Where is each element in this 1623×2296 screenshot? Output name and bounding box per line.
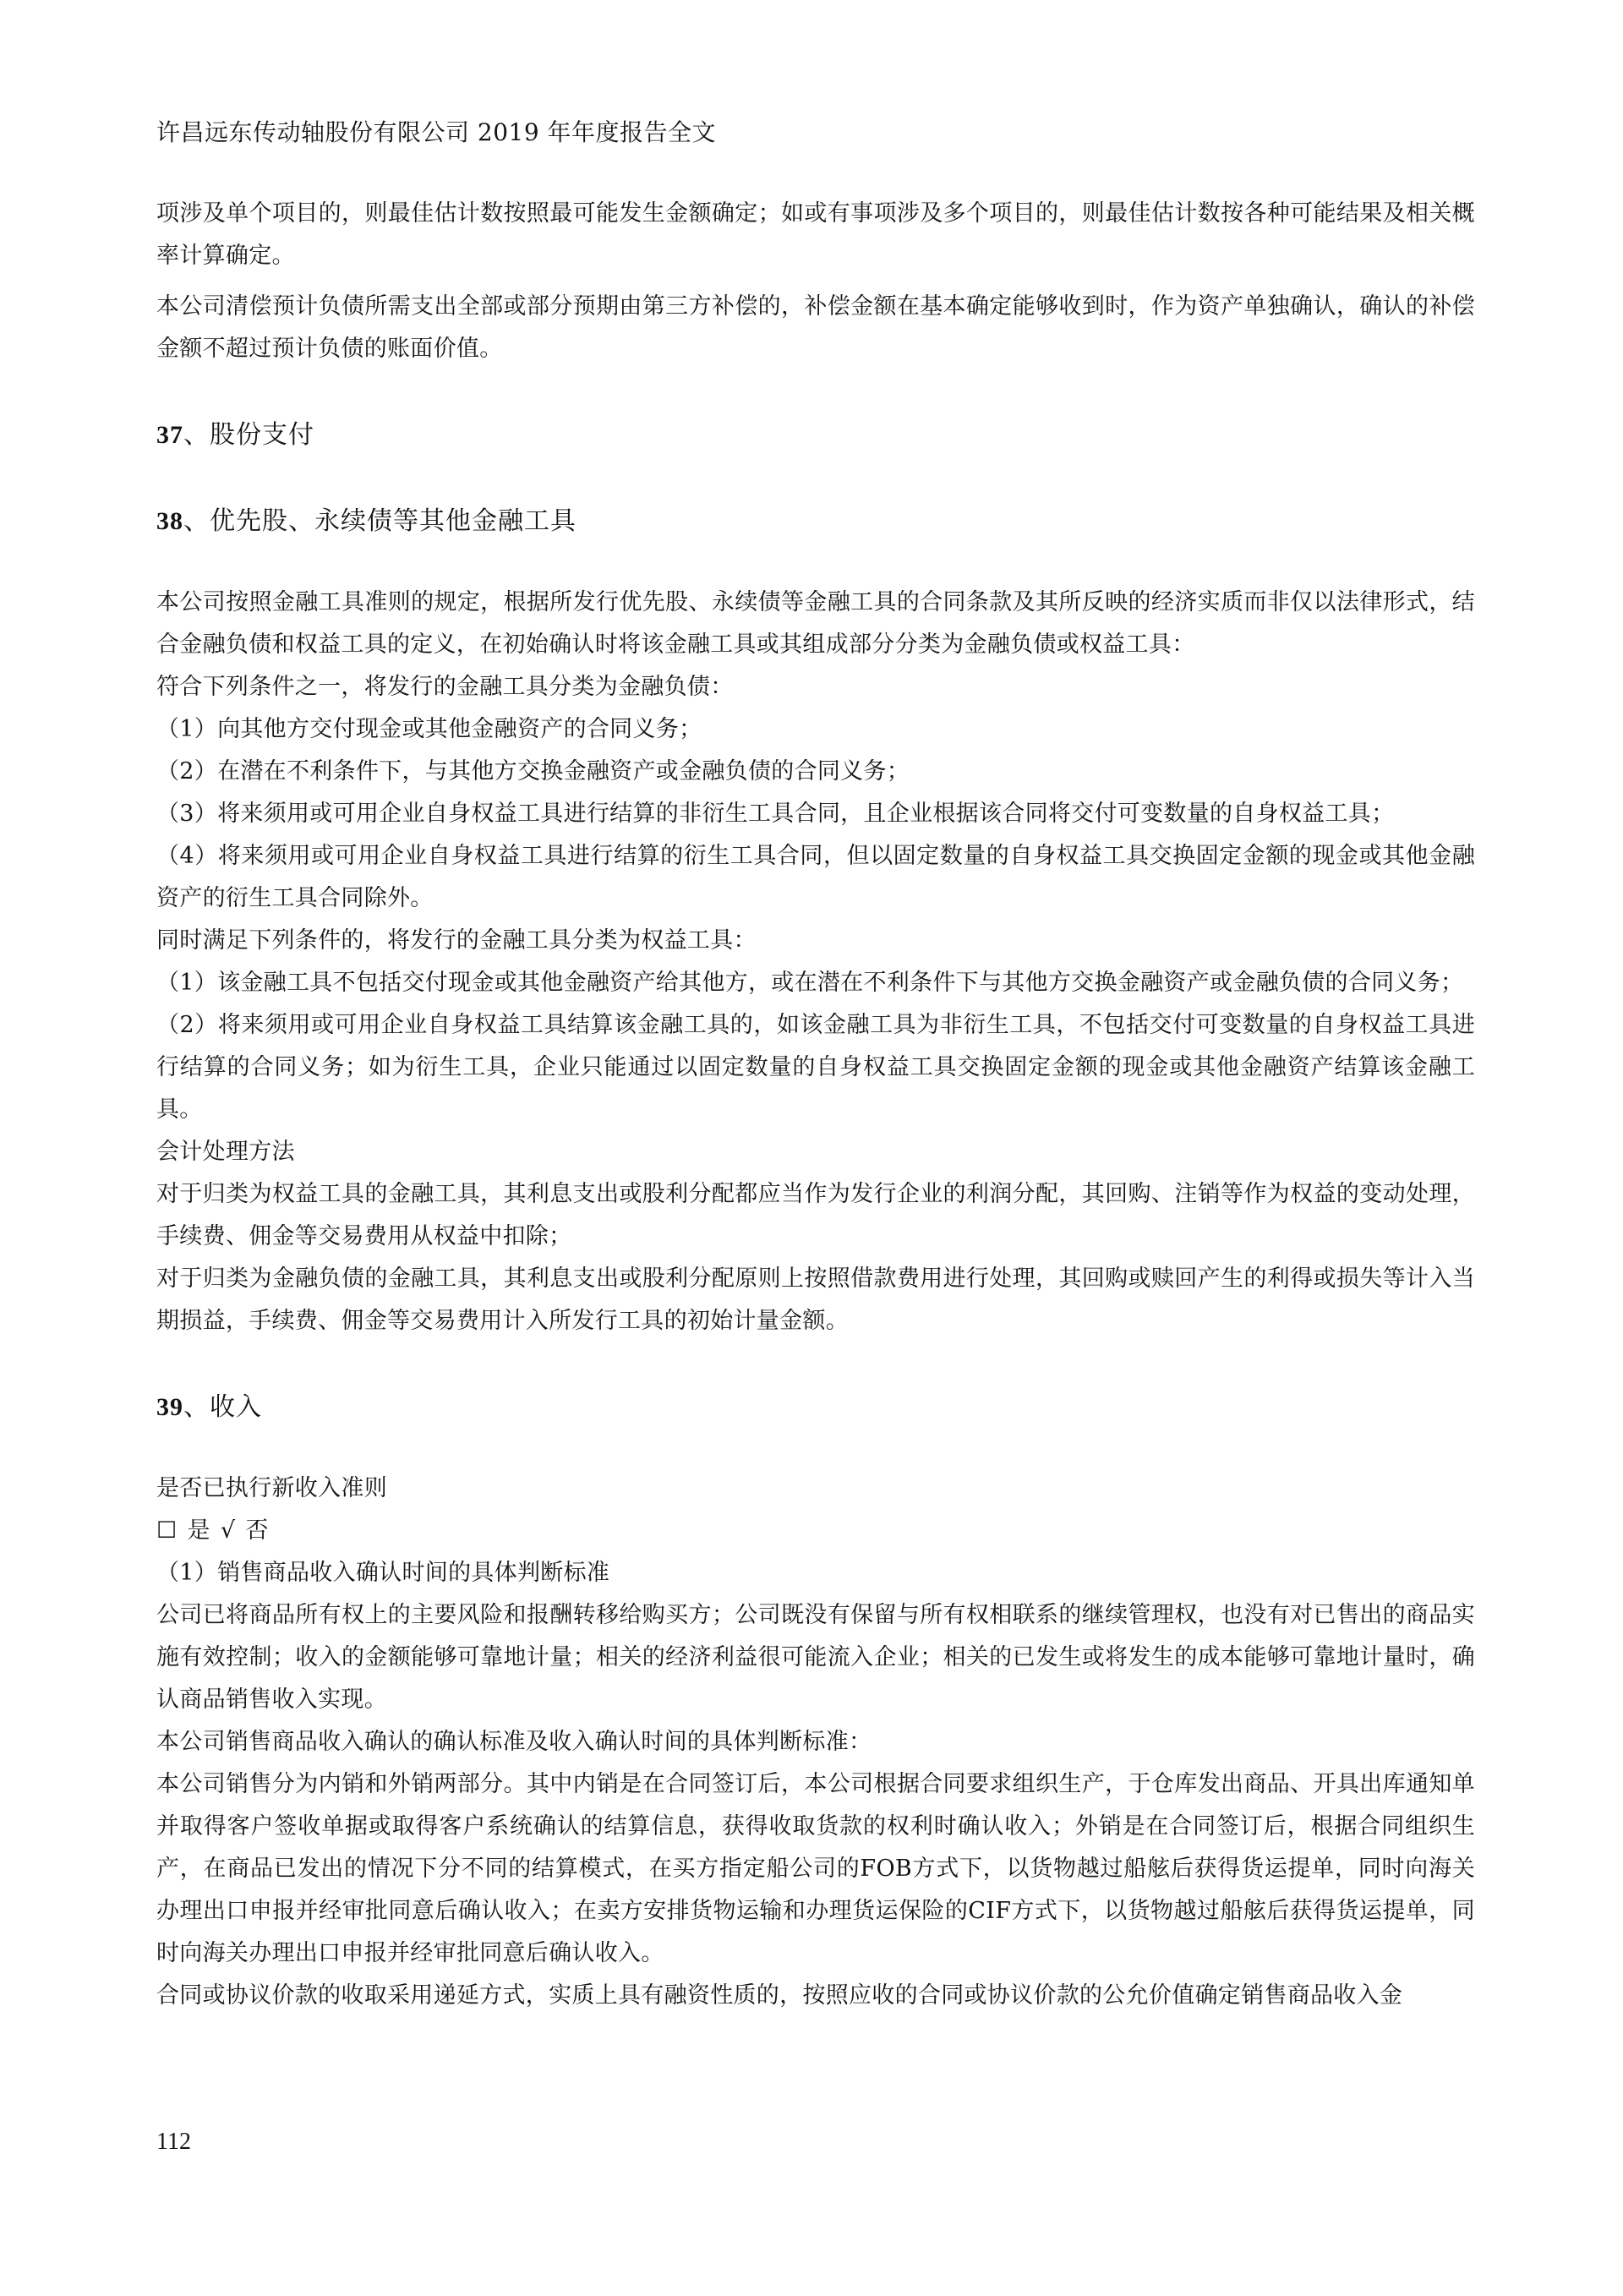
section-number: 39 <box>156 1393 183 1421</box>
list-item: （1）销售商品收入确认时间的具体判断标准 <box>156 1560 610 1586</box>
paragraph: 对于归类为金融负债的金融工具，其利息支出或股利分配原则上按照借款费用进行处理，其回购或赎回产生的利得或损失等计入当期损益，手续费、佣金等交易费用计入所发行工具的初始计量金额。 <box>156 1266 1475 1334</box>
new-revenue-standard-options <box>156 1510 1475 1552</box>
paragraph: 本公司清偿预计负债所需支出全部或部分预期由第三方补偿的，补偿金额在基本确定能够收到时，作为资产单独确认，确认的补偿金额不超过预计负债的账面价值。 <box>156 293 1475 362</box>
section-heading-39 <box>156 1386 1475 1429</box>
option-yes-label: 是 <box>187 1517 210 1544</box>
paragraph: 对于归类为权益工具的金融工具，其利息支出或股利分配都应当作为发行企业的利润分配，其回购、注销等作为权益的变动处理，手续费、佣金等交易费用从权益中扣除； <box>156 1181 1475 1249</box>
option-no-label: 否 <box>245 1517 269 1544</box>
section-heading-38 <box>156 500 1475 543</box>
paragraph: 符合下列条件之一，将发行的金融工具分类为金融负债： <box>156 674 734 700</box>
paragraph: 本公司按照金融工具准则的规定，根据所发行优先股、永续债等金融工具的合同条款及其所反映的经济实质而非仅以法律形式，结合金融负债和权益工具的定义，在初始确认时将该金融工具或其组成部分分类为金融负债或权益工具： <box>156 589 1475 658</box>
paragraph: 会计处理方法 <box>156 1139 295 1165</box>
section-heading-37 <box>156 414 1475 456</box>
paragraph: 本公司销售分为内销和外销两部分。其中内销是在合同签订后，本公司根据合同要求组织生产，于仓库发出商品、开具出库通知单并取得客户签收单据或取得客户系统确认的结算信息，获得收取货款的权利时确认收入；外销是在合同签订后，根据合同组织生产，在商品已发出的情况下分不同的结算模式，在买方指定船公司的FOB方式下，以货物越过船舷后获得货运提单，同时向海关办理出口申报并经审批同意后确认收入；在卖方安排货物运输和办理货运保险的CIF方式下，以货物越过船舷后获得货运提单，同时向海关办理出口申报并经审批同意后确认收入。 <box>156 1771 1475 1966</box>
page-content <box>156 193 1475 2017</box>
page-header: 许昌远东传动轴股份有限公司 2019 年年度报告全文 <box>156 118 717 146</box>
paragraph: 是否已执行新收入准则 <box>156 1475 387 1501</box>
paragraph: 同时满足下列条件的，将发行的金融工具分类为权益工具： <box>156 927 757 954</box>
list-item: （2）将来须用或可用企业自身权益工具结算该金融工具的，如该金融工具为非衍生工具，不包括交付可变数量的自身权益工具进行结算的合同义务；如为衍生工具，企业只能通过以固定数量的自身权益工具交换固定金额的现金或其他金融资产结算该金融工具。 <box>156 1012 1475 1123</box>
page-number: 112 <box>156 2129 191 2155</box>
checkmark-icon: √ <box>220 1517 236 1544</box>
list-item: （1）该金融工具不包括交付现金或其他金融资产给其他方，或在潜在不利条件下与其他方交换金融资产或金融负债的合同义务； <box>156 970 1464 996</box>
section-title: 、收入 <box>183 1392 262 1422</box>
list-item: （1）向其他方交付现金或其他金融资产的合同义务； <box>156 716 702 742</box>
list-item: （4）将来须用或可用企业自身权益工具进行结算的衍生工具合同，但以固定数量的自身权益工具交换固定金额的现金或其他金融资产的衍生工具合同除外。 <box>156 843 1475 911</box>
checkbox-unchecked-icon: ☐ <box>156 1517 178 1544</box>
list-item: （3）将来须用或可用企业自身权益工具进行结算的非衍生工具合同，且企业根据该合同将交付可变数量的自身权益工具； <box>156 801 1395 827</box>
section-number: 37 <box>156 421 183 449</box>
list-item: （2）在潜在不利条件下，与其他方交换金融资产或金融负债的合同义务； <box>156 758 910 784</box>
section-number: 38 <box>156 507 183 535</box>
paragraph: 本公司销售商品收入确认的确认标准及收入确认时间的具体判断标准： <box>156 1729 872 1755</box>
section-title: 、优先股、永续债等其他金融工具 <box>183 506 577 536</box>
paragraph: 公司已将商品所有权上的主要风险和报酬转移给购买方；公司既没有保留与所有权相联系的继续管理权，也没有对已售出的商品实施有效控制；收入的金额能够可靠地计量；相关的经济利益很可能流入企业；相关的已发生或将发生的成本能够可靠地计量时，确认商品销售收入实现。 <box>156 1602 1475 1713</box>
paragraph: 合同或协议价款的收取采用递延方式，实质上具有融资性质的，按照应收的合同或协议价款的公允价值确定销售商品收入金 <box>156 1982 1403 2009</box>
section-title: 、股份支付 <box>183 420 314 450</box>
paragraph: 项涉及单个项目的，则最佳估计数按照最可能发生金额确定；如或有事项涉及多个项目的，则最佳估计数按各种可能结果及相关概率计算确定。 <box>156 200 1475 269</box>
